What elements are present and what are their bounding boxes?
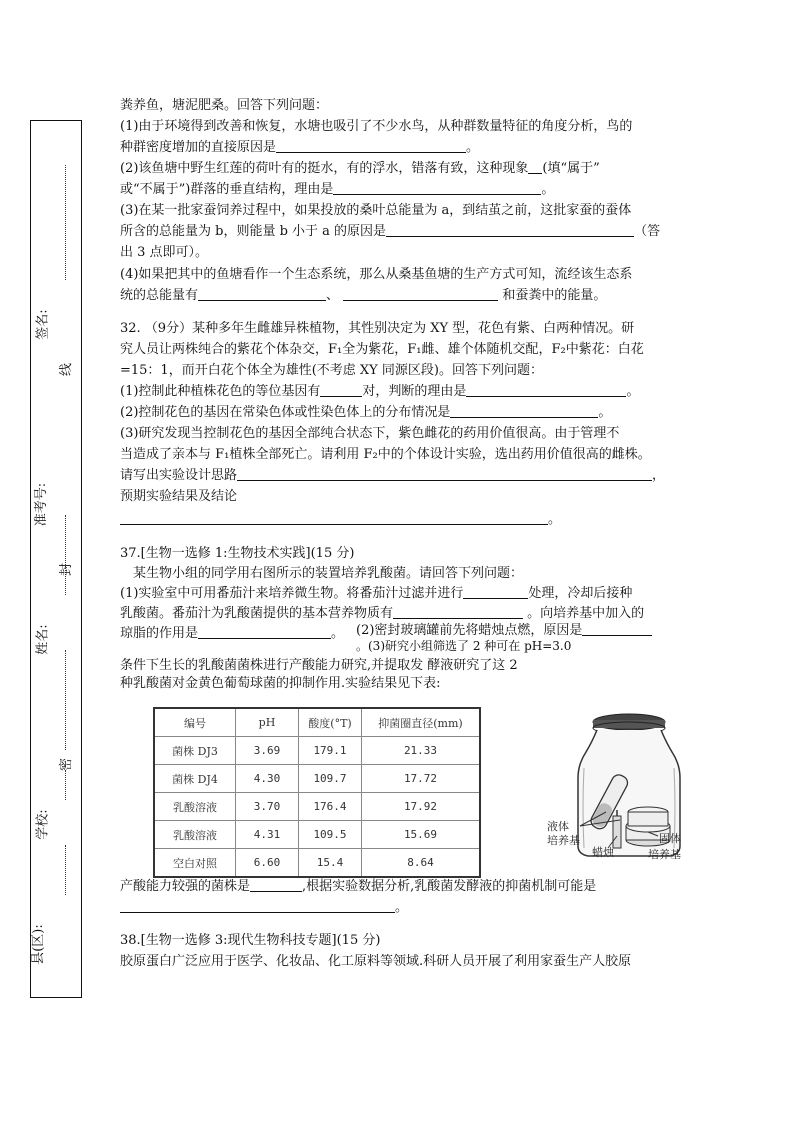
q32-l3: =15：1，而开白花个体全为雄性(不考虑 XY 同源区段)。回答下列问题： xyxy=(120,363,543,378)
answer-blank[interactable] xyxy=(198,286,326,301)
answer-blank[interactable] xyxy=(450,403,598,418)
answer-blank[interactable] xyxy=(320,382,362,397)
dotted-line xyxy=(65,515,66,595)
table-cell: 109.5 xyxy=(299,821,362,849)
table-row xyxy=(154,737,480,765)
figure-label-candle: 蜡烛 xyxy=(592,846,614,859)
dotted-line xyxy=(65,165,66,280)
table-header: 酸度(°T) xyxy=(299,708,362,737)
table-cell: 8.64 xyxy=(362,849,481,878)
table-header-row xyxy=(154,708,480,737)
school-label: 学校: xyxy=(35,809,51,840)
table-cell: 21.33 xyxy=(362,737,481,765)
q37-title: 37.[生物一选修 1:生物技术实践](15 分) xyxy=(120,546,355,561)
q38-title: 38.[生物一选修 3:现代生物科技专题](15 分) xyxy=(120,933,381,948)
answer-blank[interactable] xyxy=(343,286,498,301)
binding-margin-box xyxy=(30,120,82,998)
county-label: 县(区): xyxy=(30,924,46,965)
figure-label-solid: 固体 xyxy=(659,832,681,845)
q37-l5: 条件下生长的乳酸菌菌株进行产酸能力研究,并提取发 酵液研究了这 2 xyxy=(120,658,518,673)
q31-intro: 粪养鱼，塘泥肥桑。回答下列问题： xyxy=(120,98,329,113)
table-cell: 17.92 xyxy=(362,793,481,821)
answer-blank[interactable] xyxy=(333,180,541,195)
q32-l10: 。 xyxy=(120,509,561,530)
answer-blank[interactable] xyxy=(276,138,466,153)
q31-p4b: 统的总能量有 、 和蚕粪中的能量。 xyxy=(120,288,607,303)
q31-p3a: (3)在某一批家蚕饲养过程中，如果投放的桑叶总能量为 a，到结茧之前，这批家蚕的蚕体 xyxy=(120,203,632,218)
sign-label: 签名: xyxy=(35,309,51,340)
q37-l6: 种乳酸菌对金黄色葡萄球菌的抑制作用.实验结果见下表: xyxy=(120,676,441,691)
table-cell: 6.60 xyxy=(236,849,299,878)
q37-l1: 某生物小组的同学用右图所示的装置培养乳酸菌。请回答下列问题： xyxy=(133,566,524,581)
table-cell: 179.1 xyxy=(299,737,362,765)
q32-l8: 请写出实验设计思路 ， xyxy=(120,468,666,483)
table-row xyxy=(154,821,480,849)
table-cell: 15.69 xyxy=(362,821,481,849)
seal-secret-char: 密 xyxy=(59,757,75,772)
q31-p2a: (2)该鱼塘中野生红莲的荷叶有的挺水，有的浮水，错落有致，这种现象 (填“属于” xyxy=(120,161,600,176)
q37-after2: 。 xyxy=(120,897,408,918)
table-cell: 3.70 xyxy=(236,793,299,821)
table-row xyxy=(154,793,480,821)
answer-blank[interactable] xyxy=(250,877,302,892)
q32-l2: 究人员让两株纯合的紫花个体杂交，F₁全为紫花，F₁雌、雄个体随机交配，F₂中紫花：白花 xyxy=(120,342,644,357)
table-cell: 176.4 xyxy=(299,793,362,821)
seal-line-char: 线 xyxy=(59,362,75,377)
q31-p1a: (1)由于环境得到改善和恢复，水塘也吸引了不少水鸟，从种群数量特征的角度分析，鸟的 xyxy=(120,119,633,134)
q32-l6: (3)研究发现当控制花色的基因全部纯合状态下，紫色雌花的药用价值很高。由于管理不 xyxy=(120,426,620,441)
q37-l3: 乳酸菌。番茄汁为乳酸菌提供的基本营养物质有 。向培养基中加入的 xyxy=(120,606,645,621)
table-cell: 乳酸溶液 xyxy=(154,821,236,849)
table-cell: 空白对照 xyxy=(154,849,236,878)
table-cell: 3.69 xyxy=(236,737,299,765)
q38-l1: 胶原蛋白广泛应用于医学、化妆品、化工原料等领域.科研人员开展了利用家蚕生产人胶原 xyxy=(120,954,632,969)
q32-l7: 当造成了亲本与 F₁植株全部死亡。请利用 F₂中的个体设计实验，选出药用价值很高的雌株。 xyxy=(120,447,651,462)
figure-label-liquid: 液体 xyxy=(547,820,569,833)
q37-l4c: (2)密封玻璃罐前先将蜡烛点燃，原因是 xyxy=(356,620,652,641)
ticket-number-label: 准考号: xyxy=(34,482,50,527)
answer-blank[interactable] xyxy=(386,222,634,237)
figure-label-solid-medium: 培养基 xyxy=(648,848,681,861)
answer-blank[interactable] xyxy=(528,159,542,174)
q31-p4a: (4)如果把其中的鱼塘看作一个生态系统，那么从桑基鱼塘的生产方式可知，流经该生态系 xyxy=(120,267,633,282)
answer-blank[interactable] xyxy=(582,621,652,636)
answer-blank[interactable] xyxy=(466,382,626,397)
name-label: 姓名: xyxy=(35,624,51,655)
table-cell: 菌株 DJ3 xyxy=(154,737,236,765)
q37-l2: (1)实验室中可用番茄汁来培养微生物。将番茄汁过滤并进行 处理，冷却后接种 xyxy=(120,586,633,601)
table-header: pH xyxy=(236,708,299,737)
q37-after1: 产酸能力较强的菌株是 ,根据实验数据分析,乳酸菌发酵液的抑菌机制可能是 xyxy=(120,879,597,894)
table-cell: 17.72 xyxy=(362,765,481,793)
table-cell: 4.30 xyxy=(236,765,299,793)
q31-p2c: 或“不属于”)群落的垂直结构，理由是 。 xyxy=(120,182,555,197)
answer-blank[interactable] xyxy=(198,624,331,639)
answer-blank[interactable] xyxy=(393,604,523,619)
q31-p3d: 出 3 点即可）。 xyxy=(120,245,209,260)
q31-p3b: 所含的总能量为 b，则能量 b 小于 a 的原因是 （答 xyxy=(120,224,661,239)
table-row xyxy=(154,765,480,793)
dotted-line xyxy=(65,770,66,800)
table-cell: 15.4 xyxy=(299,849,362,878)
answer-blank[interactable] xyxy=(120,510,548,525)
table-cell: 4.31 xyxy=(236,821,299,849)
table-header: 抑菌圈直径(mm) xyxy=(362,708,481,737)
table-cell: 109.7 xyxy=(299,765,362,793)
q32-l5: (2)控制花色的基因在常染色体或性染色体上的分布情况是 。 xyxy=(120,405,612,420)
table-cell: 菌株 DJ4 xyxy=(154,765,236,793)
dotted-line xyxy=(65,845,66,895)
q32-l4: (1)控制此种植株花色的等位基因有 对，判断的理由是 。 xyxy=(120,384,640,399)
q37-l4d: 。(3)研究小组筛选了 2 种可在 pH=3.0 xyxy=(356,639,572,653)
q32-l1: 32. （9分）某种多年生雌雄异株植物，其性别决定为 XY 型，花色有紫、白两种情况。研 xyxy=(120,321,635,336)
q37-l4: 琼脂的作用是 。 xyxy=(120,626,345,641)
seal-seal-char: 封 xyxy=(59,562,75,577)
answer-blank[interactable] xyxy=(463,584,528,599)
answer-blank[interactable] xyxy=(120,898,395,913)
results-table xyxy=(153,707,481,878)
table-header: 编号 xyxy=(154,708,236,737)
table-row xyxy=(154,849,480,878)
figure-label-liquid-medium: 培养基 xyxy=(547,834,580,847)
answer-blank[interactable] xyxy=(237,466,652,481)
table-cell: 乳酸溶液 xyxy=(154,793,236,821)
dotted-line xyxy=(65,650,66,750)
q31-p1b: 种群密度增加的直接原因是 。 xyxy=(120,140,480,155)
q32-l9: 预期实验结果及结论 xyxy=(120,489,238,504)
